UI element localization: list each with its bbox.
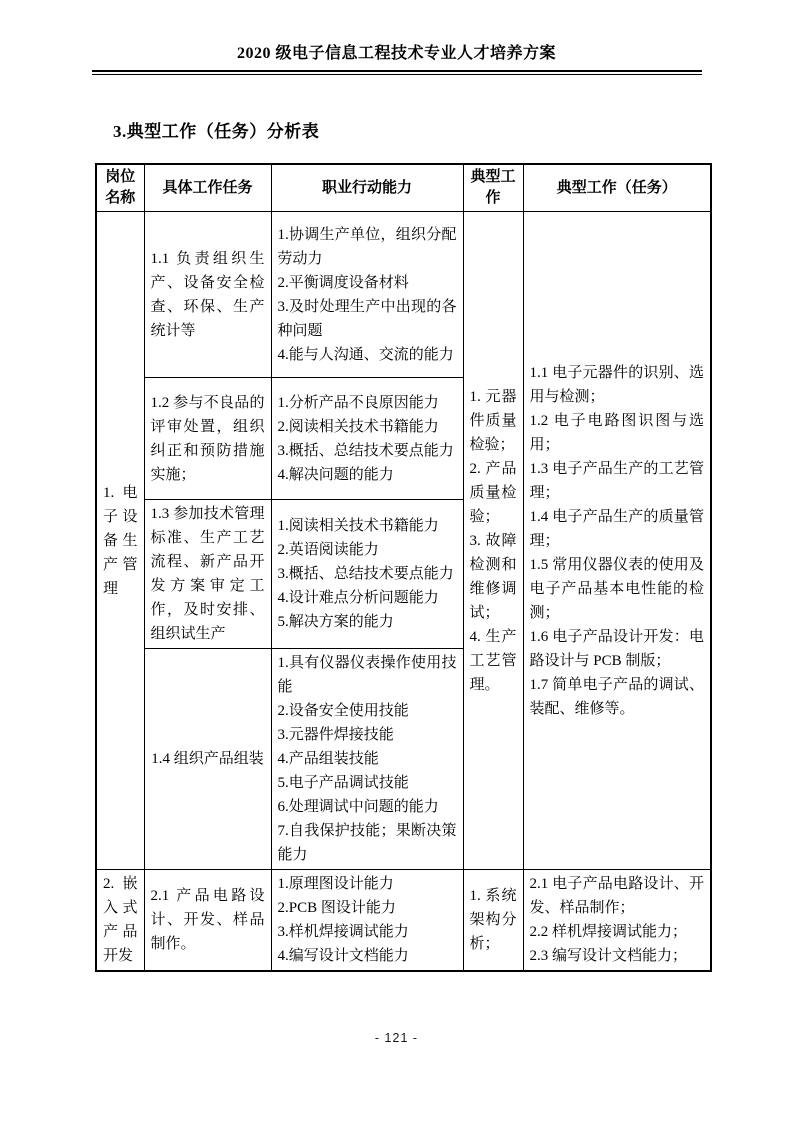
ability-item: 3.及时处理生产中出现的各种问题 [277,298,457,339]
ability-item: 1.原理图设计能力 [277,876,394,892]
ability-item: 3.样机焊接调试能力 [277,924,409,940]
table-row [96,870,711,972]
doc-title: 2020 级电子信息工程技术专业人才培养方案 [236,45,556,62]
typical-tasks-cell-1 [523,212,711,870]
column-header-task: 具体工作任务 [144,164,271,212]
ability-item: 1.协调生产单位，组织分配劳动力 [277,226,457,267]
page-number: - 121 - [374,1031,419,1045]
column-header-typical-work: 典型工作 [463,164,523,212]
task-cell-1-1: 1.1 负责组织生产、设备安全检查、环保、生产统计等 [144,212,271,378]
column-header-typical-tasks: 典型工作（任务） [523,164,711,212]
typical-task-item: 1.5 常用仪器仪表的使用及电子产品基本电性能的检测； [529,556,704,621]
task-cell-1-2: 1.2 参与不良品的评审处置，组织纠正和预防措施实施； [144,378,271,500]
ability-item: 3.元器件焊接技能 [277,727,394,743]
ability-item: 1.阅读相关技术书籍能力 [277,518,439,534]
typical-task-item: 1.6 电子产品设计开发：电路设计与 PCB 制版； [529,628,704,669]
section-heading: 3.典型工作（任务）分析表 [113,122,320,141]
ability-item: 2.阅读相关技术书籍能力 [277,418,439,435]
typical-work-item: 3. 故障检测和维修调试； [469,532,517,621]
ability-item: 3.概括、总结技术要点能力 [277,442,454,459]
ability-item: 4.解决问题的能力 [277,466,394,483]
ability-item: 1.具有仪器仪表操作使用技能 [277,655,457,695]
ability-item: 2.平衡调度设备材料 [277,274,409,291]
typical-task-item: 2.3 编写设计文档能力； [529,948,688,964]
abilities-cell-1-3 [271,500,463,649]
column-header-position: 岗位名称 [96,164,144,212]
typical-task-item: 1.4 电子产品生产的质量管理； [529,508,704,549]
ability-item: 5.电子产品调试技能 [277,775,409,791]
position-cell-2: 2.嵌入式产品开发 [96,870,144,972]
column-header-ability: 职业行动能力 [271,164,463,212]
typical-work-item: 1. 元器件质量检验； [469,388,517,453]
ability-item: 6.处理调试中问题的能力 [277,799,439,815]
abilities-cell-1-1 [271,212,463,378]
typical-work-cell-1 [463,212,523,870]
typical-task-item: 2.2 样机焊接调试能力； [529,924,688,940]
typical-task-item: 2.1 电子产品电路设计、开发、样品制作； [529,876,704,916]
abilities-cell-1-4 [271,649,463,870]
header-double-rule [92,70,702,75]
typical-work-cell-2 [463,870,523,972]
typical-work-item: 4. 生产工艺管理。 [469,628,517,693]
ability-item: 1.分析产品不良原因能力 [277,394,439,411]
ability-item: 2.PCB 图设计能力 [277,900,396,916]
ability-item: 3.概括、总结技术要点能力 [277,566,454,582]
typical-task-item: 1.7 简单电子产品的调试、装配、维修等。 [529,676,704,717]
task-cell-2-1: 2.1 产品电路设计、开发、样品制作。 [144,870,271,972]
typical-work-item: 1. 系统架构分析； [469,888,517,952]
typical-task-item: 1.3 电子产品生产的工艺管理； [529,460,704,501]
table-header-row [96,164,711,212]
typical-task-item: 1.2 电子电路图识图与选用； [529,412,704,453]
abilities-cell-2-1 [271,870,463,972]
ability-item: 5.解决方案的能力 [277,614,394,630]
ability-item: 2.设备安全使用技能 [277,703,409,719]
typical-work-item: 2. 产品质量检验； [469,460,517,525]
task-cell-1-4: 1.4 组织产品组装 [144,649,271,870]
ability-item: 4.能与人沟通、交流的能力 [277,346,454,363]
ability-item: 7.自我保护技能；果断决策能力 [277,823,457,863]
ability-item: 4.编写设计文档能力 [277,948,409,964]
ability-item: 4.设计难点分析问题能力 [277,590,439,606]
typical-tasks-cell-2 [523,870,711,972]
task-analysis-table [95,163,712,972]
ability-item: 4.产品组装技能 [277,751,379,767]
ability-item: 2.英语阅读能力 [277,542,379,558]
task-cell-1-3: 1.3 参加技术管理标准、生产工艺流程、新产品开发方案审定工作，及时安排、组织试生产 [144,500,271,649]
position-cell-1: 1.电子设备生产管理 [96,212,144,870]
typical-task-item: 1.1 电子元器件的识别、选用与检测； [529,364,704,405]
abilities-cell-1-2 [271,378,463,500]
table-row [96,212,711,378]
